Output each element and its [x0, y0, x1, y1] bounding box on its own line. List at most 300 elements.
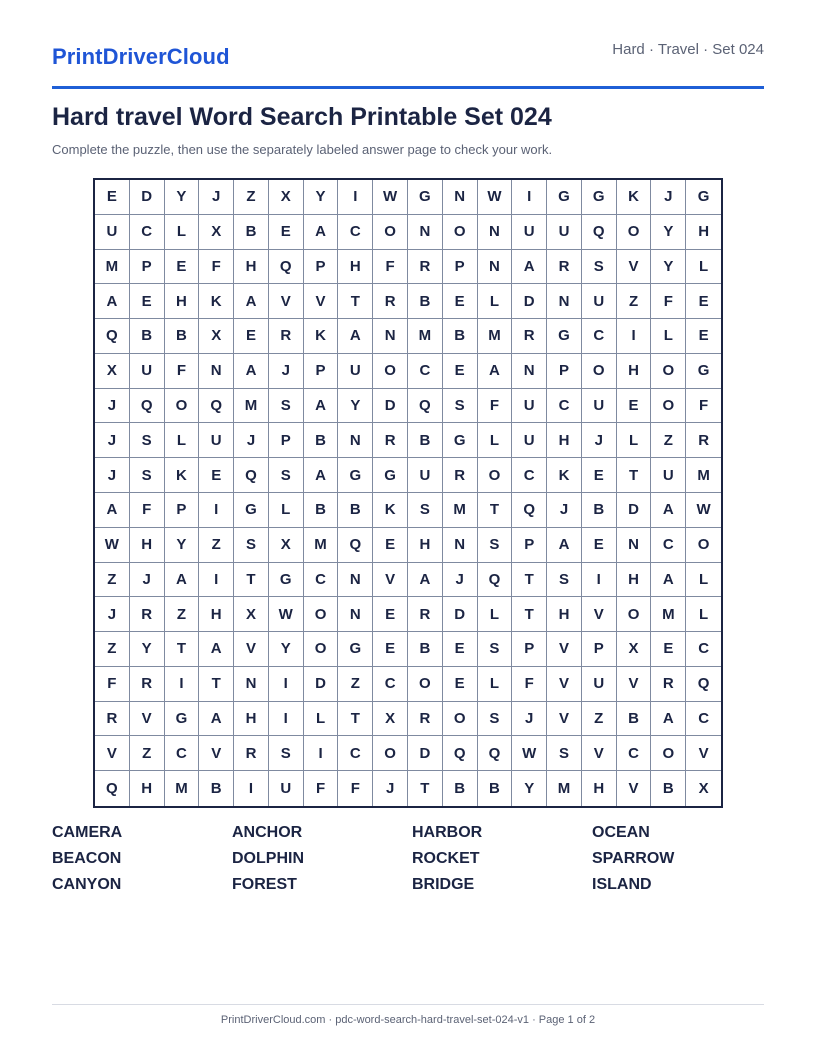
- grid-cell: C: [651, 528, 686, 563]
- grid-cell: L: [478, 597, 513, 632]
- grid-cell: F: [338, 771, 373, 806]
- grid-cell: V: [617, 250, 652, 285]
- grid-cell: M: [686, 458, 721, 493]
- word-list-item: BRIDGE: [412, 876, 475, 893]
- grid-cell: V: [582, 597, 617, 632]
- word-list-item: OCEAN: [592, 824, 650, 841]
- grid-cell: M: [304, 528, 339, 563]
- grid-cell: W: [269, 597, 304, 632]
- grid-cell: B: [408, 284, 443, 319]
- grid-cell: B: [304, 493, 339, 528]
- grid-cell: L: [304, 702, 339, 737]
- grid-cell: B: [443, 771, 478, 806]
- grid-cell: Q: [338, 528, 373, 563]
- grid-cell: F: [165, 354, 200, 389]
- grid-cell: E: [443, 354, 478, 389]
- grid-cell: Z: [130, 736, 165, 771]
- grid-cell: B: [443, 319, 478, 354]
- grid-cell: J: [269, 354, 304, 389]
- grid-cell: S: [234, 528, 269, 563]
- grid-cell: Y: [651, 250, 686, 285]
- grid-cell: M: [408, 319, 443, 354]
- grid-cell: G: [443, 423, 478, 458]
- grid-cell: P: [547, 354, 582, 389]
- grid-cell: Q: [478, 736, 513, 771]
- grid-cell: N: [478, 250, 513, 285]
- grid-cell: N: [512, 354, 547, 389]
- word-list-item: CAMERA: [52, 824, 123, 841]
- grid-cell: S: [478, 528, 513, 563]
- word-search-grid: [93, 178, 723, 808]
- grid-cell: Z: [95, 563, 130, 598]
- grid-cell: A: [95, 284, 130, 319]
- grid-cell: Y: [269, 632, 304, 667]
- grid-cell: U: [199, 423, 234, 458]
- grid-cell: G: [234, 493, 269, 528]
- grid-cell: R: [234, 736, 269, 771]
- grid-cell: L: [617, 423, 652, 458]
- grid-cell: O: [478, 458, 513, 493]
- grid-cell: V: [95, 736, 130, 771]
- grid-cell: A: [547, 528, 582, 563]
- grid-cell: E: [686, 284, 721, 319]
- grid-cell: O: [373, 736, 408, 771]
- grid-cell: B: [582, 493, 617, 528]
- grid-cell: J: [512, 702, 547, 737]
- grid-cell: U: [512, 215, 547, 250]
- grid-cell: D: [408, 736, 443, 771]
- grid-cell: I: [304, 736, 339, 771]
- grid-cell: C: [130, 215, 165, 250]
- grid-cell: A: [199, 702, 234, 737]
- grid-cell: L: [478, 667, 513, 702]
- grid-cell: C: [408, 354, 443, 389]
- grid-cell: E: [443, 284, 478, 319]
- word-list-item: ANCHOR: [232, 824, 303, 841]
- grid-cell: K: [617, 180, 652, 215]
- grid-cell: V: [373, 563, 408, 598]
- grid-cell: Y: [651, 215, 686, 250]
- grid-cell: A: [199, 632, 234, 667]
- grid-cell: Q: [582, 215, 617, 250]
- grid-cell: D: [373, 389, 408, 424]
- grid-cell: N: [234, 667, 269, 702]
- grid-cell: G: [408, 180, 443, 215]
- grid-cell: Q: [199, 389, 234, 424]
- grid-cell: P: [512, 528, 547, 563]
- grid-cell: X: [269, 528, 304, 563]
- grid-cell: E: [165, 250, 200, 285]
- grid-cell: H: [234, 250, 269, 285]
- grid-cell: O: [582, 354, 617, 389]
- grid-cell: B: [478, 771, 513, 806]
- grid-cell: F: [199, 250, 234, 285]
- grid-cell: S: [547, 563, 582, 598]
- brand-logo[interactable]: PrintDriverCloud: [52, 44, 230, 69]
- grid-cell: V: [130, 702, 165, 737]
- grid-cell: E: [686, 319, 721, 354]
- grid-cell: E: [373, 528, 408, 563]
- grid-cell: V: [234, 632, 269, 667]
- grid-cell: O: [617, 215, 652, 250]
- grid-cell: H: [199, 597, 234, 632]
- grid-cell: Q: [478, 563, 513, 598]
- grid-cell: M: [651, 597, 686, 632]
- grid-cell: Z: [651, 423, 686, 458]
- page-header: [52, 40, 764, 89]
- grid-cell: V: [617, 667, 652, 702]
- grid-cell: C: [165, 736, 200, 771]
- grid-cell: L: [686, 250, 721, 285]
- grid-cell: J: [582, 423, 617, 458]
- grid-cell: I: [199, 493, 234, 528]
- grid-cell: A: [512, 250, 547, 285]
- grid-cell: J: [95, 389, 130, 424]
- grid-cell: E: [130, 284, 165, 319]
- grid-cell: A: [165, 563, 200, 598]
- grid-cell: Q: [234, 458, 269, 493]
- grid-cell: L: [165, 215, 200, 250]
- grid-cell: N: [443, 528, 478, 563]
- grid-cell: P: [269, 423, 304, 458]
- grid-cell: S: [478, 632, 513, 667]
- grid-cell: U: [130, 354, 165, 389]
- grid-cell: J: [234, 423, 269, 458]
- grid-cell: N: [373, 319, 408, 354]
- grid-cell: X: [234, 597, 269, 632]
- grid-cell: Y: [130, 632, 165, 667]
- grid-cell: U: [651, 458, 686, 493]
- grid-cell: V: [304, 284, 339, 319]
- grid-cell: I: [165, 667, 200, 702]
- grid-cell: Q: [269, 250, 304, 285]
- grid-cell: U: [95, 215, 130, 250]
- grid-cell: C: [373, 667, 408, 702]
- word-list-item: SPARROW: [592, 850, 675, 867]
- grid-cell: A: [338, 319, 373, 354]
- grid-cell: W: [373, 180, 408, 215]
- word-list: [52, 824, 772, 894]
- grid-cell: P: [165, 493, 200, 528]
- grid-cell: F: [304, 771, 339, 806]
- grid-cell: A: [234, 354, 269, 389]
- grid-cell: O: [165, 389, 200, 424]
- grid-cell: B: [408, 632, 443, 667]
- grid-cell: U: [512, 389, 547, 424]
- grid-cell: H: [408, 528, 443, 563]
- grid-cell: R: [130, 667, 165, 702]
- grid-cell: T: [165, 632, 200, 667]
- grid-cell: X: [269, 180, 304, 215]
- grid-cell: O: [651, 389, 686, 424]
- grid-cell: N: [338, 597, 373, 632]
- grid-cell: M: [234, 389, 269, 424]
- grid-cell: H: [130, 771, 165, 806]
- grid-cell: B: [338, 493, 373, 528]
- grid-cell: O: [304, 597, 339, 632]
- grid-cell: G: [373, 458, 408, 493]
- grid-cell: C: [338, 736, 373, 771]
- grid-cell: U: [338, 354, 373, 389]
- grid-cell: L: [478, 284, 513, 319]
- word-list-item: ISLAND: [592, 876, 652, 893]
- grid-cell: F: [651, 284, 686, 319]
- grid-cell: N: [617, 528, 652, 563]
- grid-cell: X: [373, 702, 408, 737]
- grid-cell: T: [338, 702, 373, 737]
- grid-cell: B: [165, 319, 200, 354]
- grid-cell: U: [547, 215, 582, 250]
- grid-cell: Q: [130, 389, 165, 424]
- grid-cell: U: [582, 389, 617, 424]
- grid-cell: M: [443, 493, 478, 528]
- grid-cell: J: [95, 458, 130, 493]
- grid-cell: G: [582, 180, 617, 215]
- grid-cell: C: [547, 389, 582, 424]
- grid-cell: P: [304, 354, 339, 389]
- grid-cell: N: [338, 563, 373, 598]
- grid-cell: F: [686, 389, 721, 424]
- grid-cell: I: [582, 563, 617, 598]
- grid-cell: Z: [234, 180, 269, 215]
- grid-cell: A: [651, 702, 686, 737]
- grid-cell: H: [165, 284, 200, 319]
- grid-cell: K: [165, 458, 200, 493]
- grid-cell: M: [165, 771, 200, 806]
- grid-cell: L: [478, 423, 513, 458]
- grid-cell: I: [269, 702, 304, 737]
- grid-cell: V: [582, 736, 617, 771]
- grid-cell: E: [443, 632, 478, 667]
- grid-cell: G: [547, 319, 582, 354]
- grid-cell: Z: [95, 632, 130, 667]
- grid-cell: C: [582, 319, 617, 354]
- grid-cell: G: [165, 702, 200, 737]
- grid-cell: Y: [304, 180, 339, 215]
- grid-cell: V: [547, 702, 582, 737]
- grid-cell: L: [165, 423, 200, 458]
- grid-cell: J: [443, 563, 478, 598]
- word-list-item: BEACON: [52, 850, 122, 867]
- grid-cell: V: [199, 736, 234, 771]
- grid-cell: S: [269, 389, 304, 424]
- grid-cell: O: [617, 597, 652, 632]
- grid-cell: Q: [512, 493, 547, 528]
- grid-cell: J: [547, 493, 582, 528]
- grid-cell: U: [512, 423, 547, 458]
- grid-cell: L: [686, 563, 721, 598]
- grid-cell: F: [130, 493, 165, 528]
- word-list-item: CANYON: [52, 876, 122, 893]
- grid-cell: K: [199, 284, 234, 319]
- grid-cell: R: [95, 702, 130, 737]
- grid-cell: R: [373, 284, 408, 319]
- grid-cell: W: [686, 493, 721, 528]
- grid-cell: J: [95, 423, 130, 458]
- grid-cell: Z: [338, 667, 373, 702]
- grid-cell: F: [373, 250, 408, 285]
- grid-cell: E: [651, 632, 686, 667]
- word-list-item: HARBOR: [412, 824, 483, 841]
- grid-cell: X: [199, 319, 234, 354]
- grid-cell: V: [686, 736, 721, 771]
- grid-cell: B: [130, 319, 165, 354]
- grid-cell: C: [338, 215, 373, 250]
- grid-cell: N: [478, 215, 513, 250]
- page-footer: PrintDriverCloud.com · pdc-word-search-hard-travel-set-024-v1 · Page 1 of 2: [220, 1014, 596, 1026]
- grid-cell: B: [304, 423, 339, 458]
- grid-cell: H: [130, 528, 165, 563]
- grid-cell: O: [443, 215, 478, 250]
- grid-cell: T: [338, 284, 373, 319]
- grid-cell: B: [617, 702, 652, 737]
- grid-cell: G: [686, 180, 721, 215]
- grid-cell: I: [338, 180, 373, 215]
- grid-cell: S: [269, 458, 304, 493]
- grid-cell: E: [199, 458, 234, 493]
- grid-cell: A: [304, 458, 339, 493]
- grid-cell: S: [478, 702, 513, 737]
- grid-cell: X: [617, 632, 652, 667]
- grid-cell: B: [408, 423, 443, 458]
- grid-cell: W: [478, 180, 513, 215]
- grid-cell: K: [547, 458, 582, 493]
- grid-cell: Q: [408, 389, 443, 424]
- grid-cell: X: [199, 215, 234, 250]
- grid-cell: S: [443, 389, 478, 424]
- word-list-item: DOLPHIN: [232, 850, 304, 867]
- grid-cell: Y: [165, 180, 200, 215]
- grid-cell: V: [547, 667, 582, 702]
- word-list-item: ROCKET: [412, 850, 480, 867]
- grid-cell: E: [95, 180, 130, 215]
- grid-cell: W: [95, 528, 130, 563]
- page-title: Hard travel Word Search Printable Set 024: [52, 103, 552, 131]
- grid-cell: C: [686, 702, 721, 737]
- grid-cell: Z: [582, 702, 617, 737]
- grid-cell: K: [304, 319, 339, 354]
- grid-cell: X: [95, 354, 130, 389]
- grid-cell: A: [304, 215, 339, 250]
- grid-cell: R: [130, 597, 165, 632]
- grid-cell: Q: [443, 736, 478, 771]
- grid-cell: O: [373, 215, 408, 250]
- footer-divider: [52, 1004, 764, 1005]
- grid-cell: N: [199, 354, 234, 389]
- grid-cell: Y: [338, 389, 373, 424]
- grid-cell: E: [443, 667, 478, 702]
- grid-cell: B: [234, 215, 269, 250]
- puzzle-meta: Hard · Travel · Set 024: [612, 41, 764, 58]
- grid-cell: O: [408, 667, 443, 702]
- grid-cell: M: [95, 250, 130, 285]
- grid-cell: H: [686, 215, 721, 250]
- grid-cell: R: [686, 423, 721, 458]
- grid-cell: S: [408, 493, 443, 528]
- grid-cell: E: [373, 597, 408, 632]
- grid-cell: R: [373, 423, 408, 458]
- grid-cell: E: [617, 389, 652, 424]
- grid-cell: J: [95, 597, 130, 632]
- grid-cell: J: [130, 563, 165, 598]
- grid-cell: S: [582, 250, 617, 285]
- grid-cell: H: [617, 354, 652, 389]
- grid-cell: B: [651, 771, 686, 806]
- grid-cell: E: [582, 458, 617, 493]
- grid-cell: E: [373, 632, 408, 667]
- grid-cell: R: [651, 667, 686, 702]
- grid-cell: T: [512, 563, 547, 598]
- grid-cell: J: [373, 771, 408, 806]
- grid-cell: A: [304, 389, 339, 424]
- grid-cell: H: [582, 771, 617, 806]
- grid-cell: Q: [686, 667, 721, 702]
- grid-cell: V: [269, 284, 304, 319]
- grid-cell: A: [651, 563, 686, 598]
- grid-cell: M: [547, 771, 582, 806]
- grid-cell: C: [617, 736, 652, 771]
- grid-cell: L: [686, 597, 721, 632]
- grid-cell: I: [512, 180, 547, 215]
- grid-cell: G: [547, 180, 582, 215]
- grid-cell: G: [338, 632, 373, 667]
- grid-cell: R: [408, 250, 443, 285]
- grid-cell: N: [408, 215, 443, 250]
- grid-cell: D: [512, 284, 547, 319]
- grid-cell: A: [651, 493, 686, 528]
- grid-cell: Z: [199, 528, 234, 563]
- word-list-item: FOREST: [232, 876, 297, 893]
- grid-cell: C: [512, 458, 547, 493]
- grid-cell: Q: [95, 319, 130, 354]
- grid-cell: S: [130, 458, 165, 493]
- grid-cell: H: [338, 250, 373, 285]
- grid-cell: D: [130, 180, 165, 215]
- grid-cell: W: [512, 736, 547, 771]
- grid-cell: G: [338, 458, 373, 493]
- grid-cell: S: [269, 736, 304, 771]
- grid-cell: F: [95, 667, 130, 702]
- grid-cell: D: [443, 597, 478, 632]
- grid-cell: I: [617, 319, 652, 354]
- grid-cell: R: [408, 597, 443, 632]
- grid-cell: U: [269, 771, 304, 806]
- grid-cell: P: [304, 250, 339, 285]
- grid-cell: U: [582, 667, 617, 702]
- grid-cell: K: [373, 493, 408, 528]
- grid-cell: I: [199, 563, 234, 598]
- grid-cell: V: [617, 771, 652, 806]
- grid-cell: Y: [165, 528, 200, 563]
- grid-cell: R: [443, 458, 478, 493]
- grid-cell: I: [234, 771, 269, 806]
- page-subtitle: Complete the puzzle, then use the separately labeled answer page to check your work.: [52, 142, 553, 157]
- grid-cell: O: [443, 702, 478, 737]
- grid-cell: C: [304, 563, 339, 598]
- grid-cell: O: [373, 354, 408, 389]
- grid-cell: H: [547, 423, 582, 458]
- grid-cell: U: [582, 284, 617, 319]
- grid-cell: C: [686, 632, 721, 667]
- grid-cell: N: [443, 180, 478, 215]
- grid-cell: E: [582, 528, 617, 563]
- grid-cell: H: [547, 597, 582, 632]
- grid-cell: R: [408, 702, 443, 737]
- grid-cell: T: [199, 667, 234, 702]
- grid-cell: H: [617, 563, 652, 598]
- grid-cell: V: [547, 632, 582, 667]
- grid-cell: I: [269, 667, 304, 702]
